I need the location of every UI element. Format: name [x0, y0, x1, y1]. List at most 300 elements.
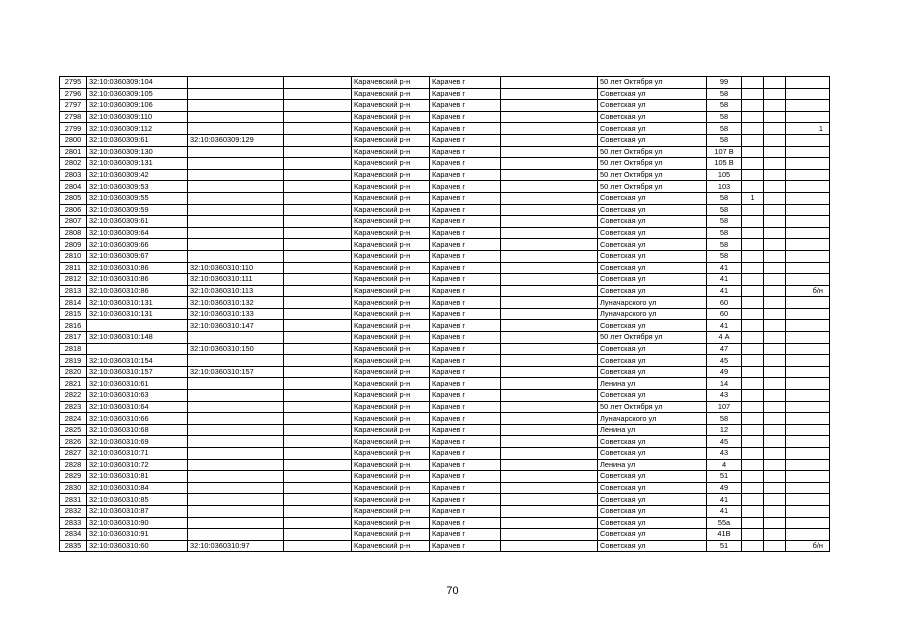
street-cell: Советская ул — [598, 88, 707, 100]
district-cell: Карачевский р-н — [352, 274, 430, 286]
extra-cell — [764, 88, 786, 100]
street-cell: Советская ул — [598, 262, 707, 274]
row-number-cell: 2828 — [60, 459, 87, 471]
extra-cell — [764, 285, 786, 297]
apartment-cell — [786, 459, 830, 471]
row-number-cell: 2817 — [60, 332, 87, 344]
empty-cell — [284, 413, 352, 425]
building-cell — [742, 297, 764, 309]
house-number-cell: 45 — [707, 436, 742, 448]
table-row — [60, 250, 830, 262]
row-number-cell: 2798 — [60, 111, 87, 123]
row-number-cell: 2825 — [60, 424, 87, 436]
row-number-cell: 2823 — [60, 401, 87, 413]
house-number-cell: 14 — [707, 378, 742, 390]
district-cell: Карачевский р-н — [352, 262, 430, 274]
building-cell — [742, 134, 764, 146]
apartment-cell: б/н — [786, 285, 830, 297]
registry-table — [59, 76, 830, 552]
cadastral-number-cell: 32:10:0360309:64 — [87, 227, 188, 239]
street-cell: Советская ул — [598, 505, 707, 517]
empty-cell — [284, 181, 352, 193]
empty-cell — [284, 540, 352, 552]
extra-cell — [764, 494, 786, 506]
cadastral-number-cell: 32:10:0360310:157 — [87, 366, 188, 378]
house-number-cell: 107 В — [707, 146, 742, 158]
district-cell: Карачевский р-н — [352, 134, 430, 146]
locality-cell — [501, 297, 598, 309]
related-cadastral-number-cell — [188, 192, 284, 204]
empty-cell — [284, 100, 352, 112]
city-cell: Карачев г — [430, 355, 501, 367]
related-cadastral-number-cell — [188, 505, 284, 517]
house-number-cell: 41 — [707, 262, 742, 274]
house-number-cell: 58 — [707, 204, 742, 216]
locality-cell — [501, 88, 598, 100]
row-number-cell: 2815 — [60, 308, 87, 320]
city-cell: Карачев г — [430, 308, 501, 320]
locality-cell — [501, 134, 598, 146]
locality-cell — [501, 436, 598, 448]
district-cell: Карачевский р-н — [352, 146, 430, 158]
extra-cell — [764, 123, 786, 135]
table-row — [60, 459, 830, 471]
cadastral-number-cell: 32:10:0360310:72 — [87, 459, 188, 471]
row-number-cell: 2816 — [60, 320, 87, 332]
building-cell — [742, 448, 764, 460]
street-cell: Советская ул — [598, 100, 707, 112]
locality-cell — [501, 239, 598, 251]
cadastral-number-cell: 32:10:0360310:60 — [87, 540, 188, 552]
building-cell — [742, 227, 764, 239]
apartment-cell — [786, 401, 830, 413]
extra-cell — [764, 320, 786, 332]
related-cadastral-number-cell — [188, 100, 284, 112]
table-row — [60, 308, 830, 320]
row-number-cell: 2795 — [60, 77, 87, 89]
street-cell: Луначарского ул — [598, 297, 707, 309]
empty-cell — [284, 158, 352, 170]
house-number-cell: 58 — [707, 123, 742, 135]
apartment-cell — [786, 332, 830, 344]
building-cell — [742, 355, 764, 367]
apartment-cell — [786, 505, 830, 517]
extra-cell — [764, 471, 786, 483]
extra-cell — [764, 448, 786, 460]
row-number-cell: 2831 — [60, 494, 87, 506]
extra-cell — [764, 227, 786, 239]
empty-cell — [284, 250, 352, 262]
table-row — [60, 274, 830, 286]
table-row — [60, 332, 830, 344]
cadastral-number-cell: 32:10:0360309:112 — [87, 123, 188, 135]
table-row — [60, 494, 830, 506]
row-number-cell: 2804 — [60, 181, 87, 193]
locality-cell — [501, 378, 598, 390]
house-number-cell: 105 — [707, 169, 742, 181]
city-cell: Карачев г — [430, 436, 501, 448]
empty-cell — [284, 505, 352, 517]
locality-cell — [501, 517, 598, 529]
empty-cell — [284, 517, 352, 529]
street-cell: Советская ул — [598, 274, 707, 286]
related-cadastral-number-cell — [188, 204, 284, 216]
cadastral-number-cell: 32:10:0360310:131 — [87, 297, 188, 309]
house-number-cell: 58 — [707, 111, 742, 123]
extra-cell — [764, 239, 786, 251]
cadastral-number-cell: 32:10:0360309:131 — [87, 158, 188, 170]
city-cell: Карачев г — [430, 366, 501, 378]
street-cell: Советская ул — [598, 343, 707, 355]
house-number-cell: 105 В — [707, 158, 742, 170]
locality-cell — [501, 192, 598, 204]
cadastral-number-cell: 32:10:0360310:61 — [87, 378, 188, 390]
related-cadastral-number-cell — [188, 529, 284, 541]
apartment-cell — [786, 378, 830, 390]
related-cadastral-number-cell — [188, 424, 284, 436]
table-row — [60, 100, 830, 112]
locality-cell — [501, 401, 598, 413]
locality-cell — [501, 320, 598, 332]
house-number-cell: 41 — [707, 494, 742, 506]
extra-cell — [764, 158, 786, 170]
cadastral-number-cell: 32:10:0360309:105 — [87, 88, 188, 100]
extra-cell — [764, 169, 786, 181]
table-row — [60, 158, 830, 170]
city-cell: Карачев г — [430, 204, 501, 216]
row-number-cell: 2813 — [60, 285, 87, 297]
building-cell — [742, 517, 764, 529]
related-cadastral-number-cell: 32:10:0360310:150 — [188, 343, 284, 355]
cadastral-number-cell: 32:10:0360310:87 — [87, 505, 188, 517]
extra-cell — [764, 529, 786, 541]
row-number-cell: 2818 — [60, 343, 87, 355]
related-cadastral-number-cell — [188, 390, 284, 402]
related-cadastral-number-cell — [188, 517, 284, 529]
city-cell: Карачев г — [430, 123, 501, 135]
apartment-cell — [786, 436, 830, 448]
house-number-cell: 60 — [707, 297, 742, 309]
house-number-cell: 4 А — [707, 332, 742, 344]
house-number-cell: 45 — [707, 355, 742, 367]
locality-cell — [501, 77, 598, 89]
extra-cell — [764, 146, 786, 158]
building-cell — [742, 239, 764, 251]
building-cell — [742, 378, 764, 390]
district-cell: Карачевский р-н — [352, 540, 430, 552]
empty-cell — [284, 111, 352, 123]
extra-cell — [764, 297, 786, 309]
apartment-cell — [786, 216, 830, 228]
locality-cell — [501, 204, 598, 216]
city-cell: Карачев г — [430, 169, 501, 181]
district-cell: Карачевский р-н — [352, 204, 430, 216]
row-number-cell: 2826 — [60, 436, 87, 448]
city-cell: Карачев г — [430, 239, 501, 251]
table-row — [60, 297, 830, 309]
table-row — [60, 505, 830, 517]
apartment-cell — [786, 227, 830, 239]
district-cell: Карачевский р-н — [352, 77, 430, 89]
apartment-cell — [786, 448, 830, 460]
empty-cell — [284, 424, 352, 436]
street-cell: Ленина ул — [598, 378, 707, 390]
empty-cell — [284, 239, 352, 251]
empty-cell — [284, 77, 352, 89]
district-cell: Карачевский р-н — [352, 320, 430, 332]
empty-cell — [284, 366, 352, 378]
house-number-cell: 107 — [707, 401, 742, 413]
city-cell: Карачев г — [430, 320, 501, 332]
cadastral-number-cell: 32:10:0360309:42 — [87, 169, 188, 181]
locality-cell — [501, 216, 598, 228]
table-row — [60, 355, 830, 367]
district-cell: Карачевский р-н — [352, 529, 430, 541]
table-row — [60, 88, 830, 100]
locality-cell — [501, 250, 598, 262]
cadastral-number-cell: 32:10:0360309:59 — [87, 204, 188, 216]
city-cell: Карачев г — [430, 77, 501, 89]
street-cell: Советская ул — [598, 123, 707, 135]
city-cell: Карачев г — [430, 285, 501, 297]
locality-cell — [501, 100, 598, 112]
empty-cell — [284, 448, 352, 460]
building-cell — [742, 436, 764, 448]
locality-cell — [501, 285, 598, 297]
building-cell — [742, 274, 764, 286]
table-row — [60, 471, 830, 483]
locality-cell — [501, 169, 598, 181]
table-row — [60, 448, 830, 460]
table-row — [60, 517, 830, 529]
row-number-cell: 2811 — [60, 262, 87, 274]
related-cadastral-number-cell: 32:10:0360310:132 — [188, 297, 284, 309]
city-cell: Карачев г — [430, 494, 501, 506]
street-cell: Советская ул — [598, 216, 707, 228]
extra-cell — [764, 366, 786, 378]
apartment-cell — [786, 297, 830, 309]
extra-cell — [764, 355, 786, 367]
cadastral-number-cell — [87, 343, 188, 355]
table-row — [60, 192, 830, 204]
city-cell: Карачев г — [430, 100, 501, 112]
row-number-cell: 2819 — [60, 355, 87, 367]
street-cell: Советская ул — [598, 239, 707, 251]
building-cell — [742, 413, 764, 425]
cadastral-number-cell: 32:10:0360310:64 — [87, 401, 188, 413]
apartment-cell — [786, 88, 830, 100]
street-cell: Луначарского ул — [598, 308, 707, 320]
row-number-cell: 2827 — [60, 448, 87, 460]
cadastral-number-cell: 32:10:0360310:86 — [87, 285, 188, 297]
building-cell — [742, 100, 764, 112]
district-cell: Карачевский р-н — [352, 297, 430, 309]
related-cadastral-number-cell: 32:10:0360310:133 — [188, 308, 284, 320]
building-cell — [742, 146, 764, 158]
building-cell — [742, 540, 764, 552]
street-cell: Советская ул — [598, 494, 707, 506]
extra-cell — [764, 77, 786, 89]
locality-cell — [501, 424, 598, 436]
apartment-cell — [786, 204, 830, 216]
apartment-cell — [786, 250, 830, 262]
city-cell: Карачев г — [430, 413, 501, 425]
empty-cell — [284, 297, 352, 309]
district-cell: Карачевский р-н — [352, 169, 430, 181]
city-cell: Карачев г — [430, 482, 501, 494]
house-number-cell: 58 — [707, 239, 742, 251]
city-cell: Карачев г — [430, 505, 501, 517]
building-cell: 1 — [742, 192, 764, 204]
row-number-cell: 2824 — [60, 413, 87, 425]
table-row — [60, 239, 830, 251]
empty-cell — [284, 390, 352, 402]
cadastral-number-cell: 32:10:0360310:85 — [87, 494, 188, 506]
district-cell: Карачевский р-н — [352, 517, 430, 529]
street-cell: Советская ул — [598, 448, 707, 460]
house-number-cell: 41 — [707, 320, 742, 332]
house-number-cell: 58 — [707, 227, 742, 239]
cadastral-number-cell: 32:10:0360309:61 — [87, 216, 188, 228]
district-cell: Карачевский р-н — [352, 436, 430, 448]
house-number-cell: 58 — [707, 413, 742, 425]
street-cell: Советская ул — [598, 320, 707, 332]
building-cell — [742, 332, 764, 344]
locality-cell — [501, 529, 598, 541]
apartment-cell — [786, 262, 830, 274]
table-row — [60, 320, 830, 332]
building-cell — [742, 77, 764, 89]
locality-cell — [501, 227, 598, 239]
district-cell: Карачевский р-н — [352, 123, 430, 135]
house-number-cell: 43 — [707, 390, 742, 402]
street-cell: 50 лет Октября ул — [598, 181, 707, 193]
district-cell: Карачевский р-н — [352, 343, 430, 355]
related-cadastral-number-cell — [188, 413, 284, 425]
related-cadastral-number-cell — [188, 111, 284, 123]
apartment-cell — [786, 134, 830, 146]
district-cell: Карачевский р-н — [352, 366, 430, 378]
table-row — [60, 401, 830, 413]
street-cell: Советская ул — [598, 204, 707, 216]
extra-cell — [764, 505, 786, 517]
apartment-cell — [786, 424, 830, 436]
table-row — [60, 262, 830, 274]
street-cell: Советская ул — [598, 366, 707, 378]
city-cell: Карачев г — [430, 111, 501, 123]
cadastral-number-cell: 32:10:0360310:148 — [87, 332, 188, 344]
city-cell: Карачев г — [430, 250, 501, 262]
table-row — [60, 413, 830, 425]
house-number-cell: 4 — [707, 459, 742, 471]
extra-cell — [764, 413, 786, 425]
city-cell: Карачев г — [430, 540, 501, 552]
related-cadastral-number-cell — [188, 169, 284, 181]
cadastral-number-cell: 32:10:0360310:69 — [87, 436, 188, 448]
extra-cell — [764, 390, 786, 402]
row-number-cell: 2799 — [60, 123, 87, 135]
district-cell: Карачевский р-н — [352, 158, 430, 170]
locality-cell — [501, 343, 598, 355]
related-cadastral-number-cell — [188, 77, 284, 89]
empty-cell — [284, 308, 352, 320]
apartment-cell — [786, 390, 830, 402]
table-row — [60, 378, 830, 390]
apartment-cell — [786, 100, 830, 112]
city-cell: Карачев г — [430, 401, 501, 413]
related-cadastral-number-cell — [188, 250, 284, 262]
table-row — [60, 77, 830, 89]
locality-cell — [501, 332, 598, 344]
street-cell: Советская ул — [598, 482, 707, 494]
apartment-cell — [786, 111, 830, 123]
related-cadastral-number-cell — [188, 227, 284, 239]
related-cadastral-number-cell — [188, 482, 284, 494]
cadastral-number-cell: 32:10:0360309:66 — [87, 239, 188, 251]
city-cell: Карачев г — [430, 448, 501, 460]
building-cell — [742, 250, 764, 262]
building-cell — [742, 111, 764, 123]
extra-cell — [764, 332, 786, 344]
cadastral-number-cell: 32:10:0360309:110 — [87, 111, 188, 123]
city-cell: Карачев г — [430, 297, 501, 309]
street-cell: Советская ул — [598, 250, 707, 262]
row-number-cell: 2810 — [60, 250, 87, 262]
city-cell: Карачев г — [430, 424, 501, 436]
table-row — [60, 123, 830, 135]
row-number-cell: 2807 — [60, 216, 87, 228]
row-number-cell: 2800 — [60, 134, 87, 146]
building-cell — [742, 88, 764, 100]
district-cell: Карачевский р-н — [352, 401, 430, 413]
extra-cell — [764, 100, 786, 112]
apartment-cell — [786, 158, 830, 170]
related-cadastral-number-cell — [188, 239, 284, 251]
row-number-cell: 2808 — [60, 227, 87, 239]
locality-cell — [501, 482, 598, 494]
extra-cell — [764, 540, 786, 552]
city-cell: Карачев г — [430, 192, 501, 204]
extra-cell — [764, 262, 786, 274]
house-number-cell: 103 — [707, 181, 742, 193]
cadastral-number-cell: 32:10:0360310:131 — [87, 308, 188, 320]
related-cadastral-number-cell: 32:10:0360310:113 — [188, 285, 284, 297]
related-cadastral-number-cell — [188, 123, 284, 135]
related-cadastral-number-cell — [188, 158, 284, 170]
empty-cell — [284, 482, 352, 494]
apartment-cell — [786, 274, 830, 286]
empty-cell — [284, 436, 352, 448]
row-number-cell: 2821 — [60, 378, 87, 390]
cadastral-number-cell: 32:10:0360309:104 — [87, 77, 188, 89]
house-number-cell: 41В — [707, 529, 742, 541]
cadastral-number-cell: 32:10:0360310:71 — [87, 448, 188, 460]
empty-cell — [284, 401, 352, 413]
locality-cell — [501, 111, 598, 123]
city-cell: Карачев г — [430, 227, 501, 239]
row-number-cell: 2801 — [60, 146, 87, 158]
extra-cell — [764, 401, 786, 413]
house-number-cell: 43 — [707, 448, 742, 460]
table-row — [60, 111, 830, 123]
house-number-cell: 49 — [707, 366, 742, 378]
building-cell — [742, 308, 764, 320]
street-cell: Советская ул — [598, 134, 707, 146]
street-cell: Советская ул — [598, 471, 707, 483]
house-number-cell: 41 — [707, 274, 742, 286]
row-number-cell: 2814 — [60, 297, 87, 309]
apartment-cell — [786, 413, 830, 425]
